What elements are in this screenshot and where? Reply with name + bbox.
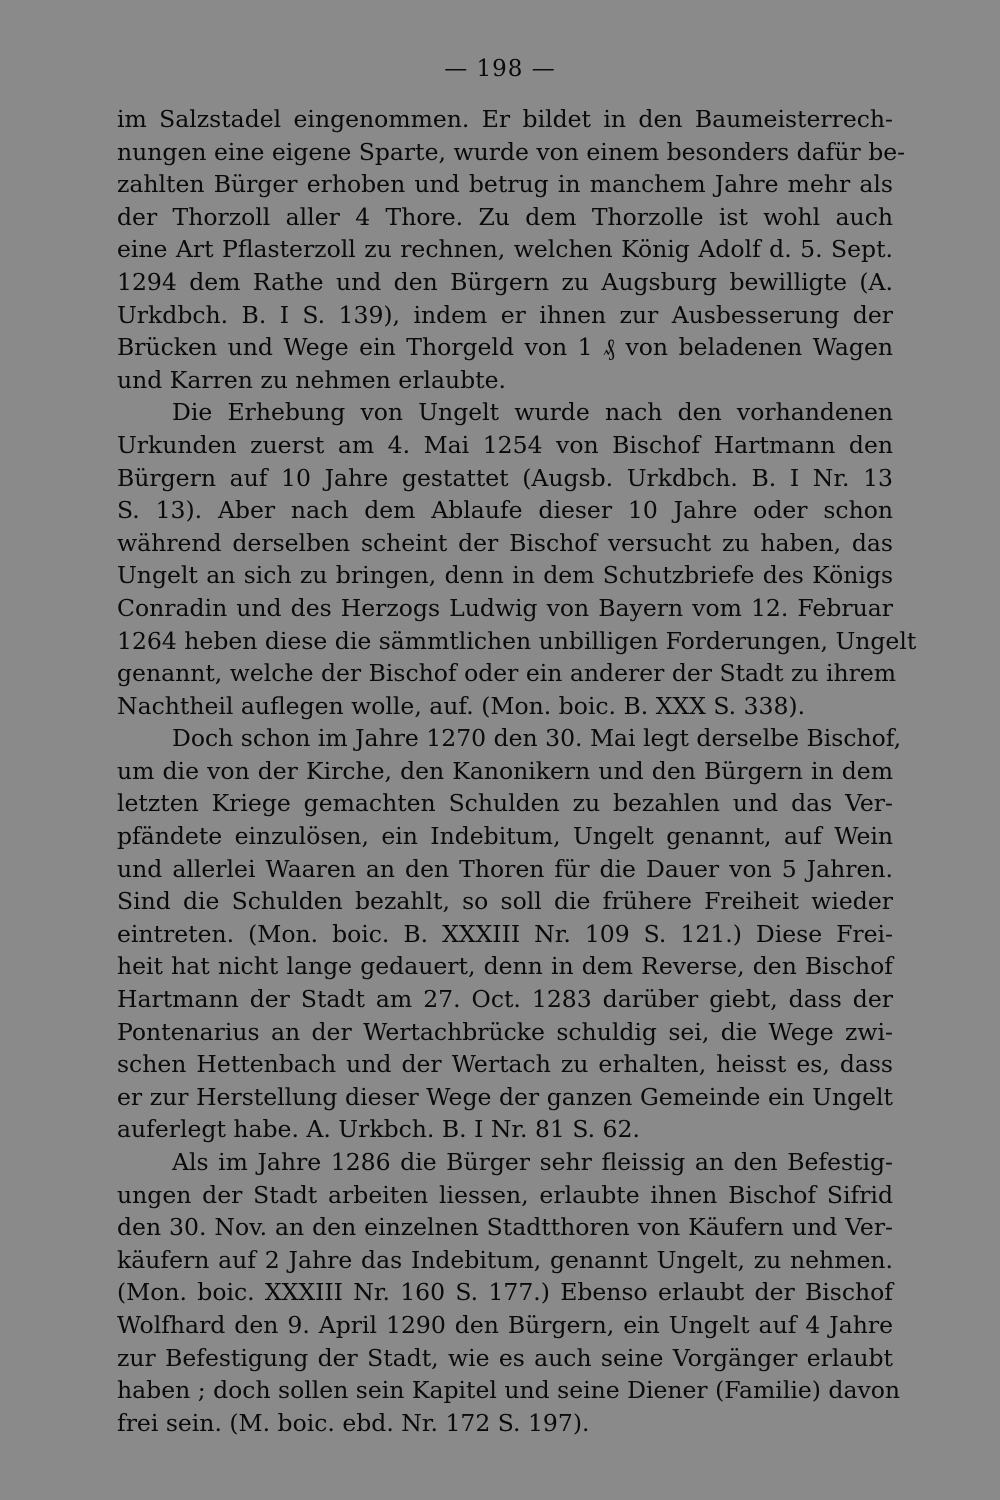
text-line: der Thorzoll aller 4 Thore. Zu dem Thorzolle ist wohl auch — [117, 202, 893, 231]
text-line: letzten Kriege gemachten Schulden zu bezahlen und das Ver- — [117, 789, 893, 818]
text-line: während derselben scheint der Bischof versucht zu haben, das — [117, 528, 893, 557]
text-line: Hartmann der Stadt am 27. Oct. 1283 darüber giebt, dass der — [117, 985, 893, 1014]
text-line: Nachtheil auflegen wolle, auf. (Mon. boic. B. XXX S. 338). — [117, 691, 806, 720]
text-line: haben ; doch sollen sein Kapitel und seine Diener (Familie) davon — [117, 1376, 901, 1405]
paragraph — [117, 103, 906, 396]
text-line: nungen eine eigene Sparte, wurde von einem besonders dafür be- — [117, 137, 906, 166]
text-line: eine Art Pflasterzoll zu rechnen, welchen König Adolf d. 5. Sept. — [117, 235, 893, 264]
text-line: zur Befestigung der Stadt, wie es auch seine Vorgänger erlaubt — [117, 1343, 893, 1372]
text-line: Doch schon im Jahre 1270 den 30. Mai legt derselbe Bischof, — [172, 724, 902, 753]
text-line: pfändete einzulösen, ein Indebitum, Ungelt genannt, auf Wein — [117, 822, 893, 851]
text-line: schen Hettenbach und der Wertach zu erhalten, heisst es, dass — [117, 1050, 893, 1079]
text-line: Wolfhard den 9. April 1290 den Bürgern, ein Ungelt auf 4 Jahre — [117, 1310, 893, 1339]
text-line: Als im Jahre 1286 die Bürger sehr fleissig an den Befestig- — [172, 1148, 893, 1176]
text-line: im Salzstadel eingenommen. Er bildet in den Baumeisterrech- — [117, 105, 893, 133]
text-line: den 30. Nov. an den einzelnen Stadtthoren von Käufern und Ver- — [117, 1213, 893, 1242]
text-line: zahlten Bürger erhoben und betrug in manchem Jahre mehr als — [117, 170, 893, 199]
text-line: frei sein. (M. boic. ebd. Nr. 172 S. 197). — [117, 1408, 590, 1437]
text-line: um die von der Kirche, den Kanonikern und den Bürgern in dem — [117, 756, 893, 785]
paragraph — [117, 396, 917, 722]
text-line: Brücken und Wege ein Thorgeld von 1 ₰ von beladenen Wagen — [117, 333, 893, 362]
text-line: eintreten. (Mon. boic. B. XXXIII Nr. 109 S. 121.) Diese Frei- — [117, 919, 893, 948]
text-line: Die Erhebung von Ungelt wurde nach den vorhandenen — [172, 398, 893, 427]
text-line: und Karren zu nehmen erlaubte. — [117, 365, 506, 394]
paragraph — [117, 722, 902, 1146]
body-text — [117, 103, 917, 1439]
text-line: Urkunden zuerst am 4. Mai 1254 von Bischof Hartmann den — [117, 430, 893, 459]
text-line: heit hat nicht lange gedauert, denn in dem Reverse, den Bischof — [117, 952, 893, 981]
page-number: — 198 — — [444, 56, 556, 82]
text-line: Sind die Schulden bezahlt, so soll die frühere Freiheit wieder — [117, 887, 893, 916]
text-line: Bürgern auf 10 Jahre gestattet (Augsb. Urkdbch. B. I Nr. 13 — [117, 463, 893, 492]
text-line: Ungelt an sich zu bringen, denn in dem Schutzbriefe des Königs — [117, 561, 893, 590]
text-line: und allerlei Waaren an den Thoren für die Dauer von 5 Jahren. — [117, 854, 893, 883]
text-line: Pontenarius an der Wertachbrücke schuldig sei, die Wege zwi- — [117, 1017, 893, 1046]
paragraph — [117, 1146, 901, 1439]
text-line: er zur Herstellung dieser Wege der ganzen Gemeinde ein Ungelt — [117, 1082, 893, 1111]
text-line: ungen der Stadt arbeiten liessen, erlaubte ihnen Bischof Sifrid — [117, 1180, 893, 1209]
text-line: genannt, welche der Bischof oder ein anderer der Stadt zu ihrem — [117, 659, 897, 688]
text-line: Conradin und des Herzogs Ludwig von Bayern vom 12. Februar — [117, 593, 893, 622]
text-line: auferlegt habe. A. Urkbch. B. I Nr. 81 S. 62. — [117, 1115, 640, 1144]
text-line: käufern auf 2 Jahre das Indebitum, genannt Ungelt, zu nehmen. — [117, 1245, 893, 1274]
text-line: Urkdbch. B. I S. 139), indem er ihnen zur Ausbesserung der — [117, 300, 893, 329]
text-line: 1264 heben diese die sämmtlichen unbilligen Forderungen, Ungelt — [117, 626, 917, 655]
text-line: (Mon. boic. XXXIII Nr. 160 S. 177.) Ebenso erlaubt der Bischof — [117, 1278, 893, 1307]
text-line: 1294 dem Rathe und den Bürgern zu Augsburg bewilligte (A. — [117, 267, 893, 296]
text-line: S. 13). Aber nach dem Ablaufe dieser 10 Jahre oder schon — [117, 496, 893, 525]
